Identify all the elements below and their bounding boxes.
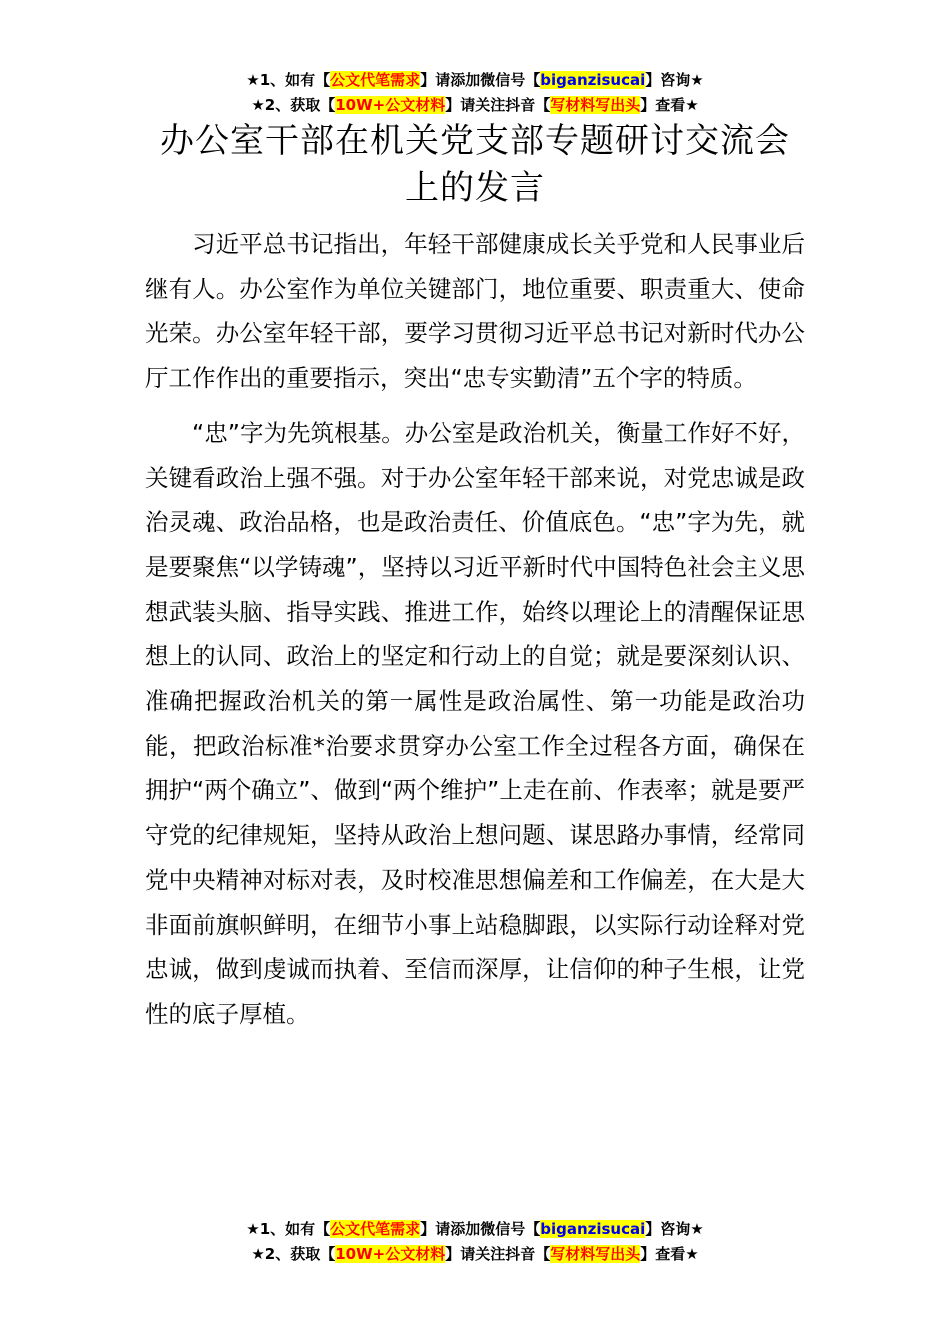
footer-notice xyxy=(0,1217,950,1267)
footer-notice-line-2: ★2、获取【10W+公文材料】请关注抖音【写材料写出头】查看★ xyxy=(251,1245,699,1263)
paragraph: 习近平总书记指出，年轻干部健康成长关乎党和人民事业后继有人。办公室作为单位关键部门，地位重要、职责重大、使命光荣。办公室年轻干部，要学习贯彻习近平总书记对新时代办公厅工作作出的重要指示，突出“忠专实勤清”五个字的特质。 xyxy=(145,230,805,393)
header-notice xyxy=(0,68,950,118)
wechat-id: biganzisucai xyxy=(540,1220,646,1238)
header-notice-line-2: ★2、获取【10W+公文材料】请关注抖音【写材料写出头】查看★ xyxy=(251,96,699,114)
footer-notice-line-1: ★1、如有【公文代笔需求】请添加微信号【biganzisucai】咨询★ xyxy=(246,1220,704,1238)
wechat-id: biganzisucai xyxy=(540,71,646,89)
document-title: 办公室干部在机关党支部专题研讨交流会上的发言 xyxy=(160,121,790,208)
highlight-materials: 10W+公文材料 xyxy=(335,96,446,114)
highlight-materials: 10W+公文材料 xyxy=(335,1245,446,1263)
douyin-account: 写材料写出头 xyxy=(550,1245,641,1263)
paragraph: “忠”字为先筑根基。办公室是政治机关，衡量工作好不好，关键看政治上强不强。对于办公室年轻干部来说，对党忠诚是政治灵魂、政治品格，也是政治责任、价值底色。“忠”字为先，就是要聚焦“以学铸魂”，坚持以习近平新时代中国特色社会主义思想武装头脑、指导实践、推进工作，始终以理论上的清醒保证思想上的认同、政治上的坚定和行动上的自觉；就是要深刻认识、准确把握政治机关的第一属性是政治属性、第一功能是政治功能，把政治标准*治要求贯穿办公室工作全过程各方面，确保在拥护“两个确立”、做到“两个维护”上走在前、作表率；就是要严守党的纪律规矩，坚持从政治上想问题、谋思路办事情，经常同党中央精神对标对表，及时校准思想偏差和工作偏差，在大是大非面前旗帜鲜明，在细节小事上站稳脚跟，以实际行动诠释对党忠诚，做到虔诚而执着、至信而深厚，让信仰的种子生根，让党性的底子厚植。 xyxy=(145,418,805,1028)
douyin-account: 写材料写出头 xyxy=(550,96,641,114)
header-notice-line-1: ★1、如有【公文代笔需求】请添加微信号【biganzisucai】咨询★ xyxy=(246,71,704,89)
highlight-service: 公文代笔需求 xyxy=(330,1220,421,1238)
highlight-service: 公文代笔需求 xyxy=(330,71,421,89)
document-body xyxy=(145,222,805,1047)
